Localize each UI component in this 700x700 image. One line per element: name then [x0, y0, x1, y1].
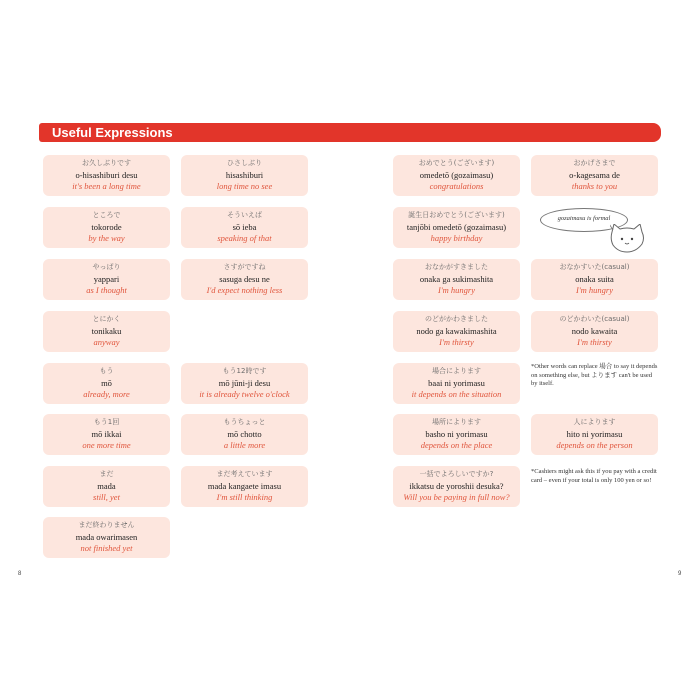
english-text: I'm hungry	[576, 285, 613, 295]
romaji-text: mada	[97, 481, 116, 491]
phrase-card	[43, 207, 170, 248]
english-text: anyway	[93, 337, 120, 347]
romaji-text: mada kangaete imasu	[207, 481, 282, 491]
japanese-text: おめでとう(ございます)	[418, 159, 495, 167]
phrase-card	[181, 207, 308, 248]
english-text: I'd expect nothing less	[206, 285, 283, 295]
romaji-text: onaka suita	[575, 274, 614, 284]
japanese-text: おかげさまで	[573, 159, 616, 167]
japanese-text: ところで	[92, 211, 121, 219]
phrase-card	[43, 466, 170, 507]
phrase-card	[43, 155, 170, 196]
footnote-cashier: *Cashiers might ask this if you pay with a credit card – even if your total is only 100 yen or so!	[531, 468, 657, 484]
english-text: depends on the place	[420, 440, 493, 450]
phrase-card	[181, 155, 308, 196]
romaji-text: hisashiburi	[225, 170, 264, 180]
phrase-card	[43, 259, 170, 300]
page-number-left: 8	[18, 571, 22, 577]
english-text: long time no see	[216, 181, 273, 191]
english-text: happy birthday	[430, 233, 483, 243]
phrase-card	[43, 517, 170, 558]
english-text: Will you be paying in full now?	[403, 492, 510, 502]
japanese-text: おなかすいた(casual)	[559, 263, 630, 271]
phrase-card	[531, 414, 658, 455]
english-text: by the way	[88, 233, 125, 243]
phrase-card	[531, 311, 658, 352]
romaji-text: mō chotto	[227, 429, 262, 439]
bubble-text: gozaimasu is formal	[557, 215, 611, 222]
japanese-text: もうちょっと	[223, 418, 266, 426]
phrase-card	[181, 414, 308, 455]
english-text: as I thought	[86, 285, 127, 295]
footnote-depends: *Other words can replace 場合 to say it depends on something else, but よります can't be used by itself.	[531, 363, 658, 387]
english-text: I'm still thinking	[216, 492, 273, 502]
japanese-text: 場合によります	[432, 367, 481, 375]
english-text: depends on the person	[556, 440, 633, 450]
japanese-text: とにかく	[92, 315, 121, 323]
phrase-card	[181, 466, 308, 507]
romaji-text: mō jūni-ji desu	[218, 378, 271, 388]
japanese-text: おなかがすきました	[425, 263, 488, 271]
phrase-card	[393, 414, 520, 455]
phrase-card	[531, 155, 658, 196]
phrase-card	[393, 155, 520, 196]
romaji-text: mō	[101, 378, 112, 388]
cat-icon	[610, 224, 646, 254]
romaji-text: basho ni yorimasu	[425, 429, 488, 439]
japanese-text: やっぱり	[92, 263, 121, 271]
english-text: I'm hungry	[438, 285, 475, 295]
romaji-text: o-hisashiburi desu	[75, 170, 138, 180]
english-text: speaking of that	[217, 233, 272, 243]
english-text: a little more	[223, 440, 266, 450]
japanese-text: まだ	[99, 470, 114, 478]
english-text: congratulations	[429, 181, 484, 191]
romaji-text: omedetō (gozaimasu)	[419, 170, 494, 180]
japanese-text: もう1回	[93, 418, 120, 426]
phrase-card	[181, 259, 308, 300]
japanese-text: お久しぶりです	[82, 159, 131, 167]
japanese-text: さすがですね	[223, 263, 266, 271]
english-text: already, more	[83, 389, 130, 399]
japanese-text: のどかわいた(casual)	[559, 315, 630, 323]
japanese-text: 人によります	[573, 418, 616, 426]
japanese-text: のどがかわきました	[425, 315, 488, 323]
english-text: I'm thirsty	[439, 337, 474, 347]
romaji-text: ikkatsu de yoroshii desuka?	[409, 481, 504, 491]
english-text: one more time	[82, 440, 131, 450]
romaji-text: yappari	[93, 274, 120, 284]
romaji-text: mō ikkai	[91, 429, 122, 439]
section-header	[39, 123, 661, 142]
romaji-text: sō ieba	[232, 222, 257, 232]
japanese-text: まだ終わりません	[78, 521, 135, 529]
romaji-text: nodo ga kawakimashita	[416, 326, 497, 336]
romaji-text: tokorode	[91, 222, 122, 232]
japanese-text: 場所によります	[432, 418, 481, 426]
romaji-text: sasuga desu ne	[219, 274, 270, 284]
romaji-text: nodo kawaita	[571, 326, 618, 336]
romaji-text: tanjōbi omedetō (gozaimasu)	[406, 222, 507, 232]
phrase-card	[43, 414, 170, 455]
romaji-text: onaka ga sukimashita	[419, 274, 494, 284]
english-text: thanks to you	[571, 181, 618, 191]
phrase-card	[393, 207, 520, 248]
japanese-text: まだ考えています	[216, 470, 273, 478]
english-text: it is already twelve o'clock	[199, 389, 290, 399]
phrase-card	[393, 311, 520, 352]
english-text: not finished yet	[80, 543, 133, 553]
japanese-text: そういえば	[227, 211, 262, 219]
romaji-text: baai ni yorimasu	[428, 378, 485, 388]
japanese-text: もう12時です	[222, 367, 267, 375]
romaji-text: hito ni yorimasu	[566, 429, 623, 439]
japanese-text: ひさしぶり	[227, 159, 262, 167]
english-text: I'm thirsty	[577, 337, 612, 347]
english-text: it's been a long time	[72, 181, 141, 191]
phrase-card	[181, 363, 308, 404]
phrase-card	[43, 363, 170, 404]
japanese-text: 一括でよろしいですか?	[419, 470, 494, 478]
english-text: it depends on the situation	[411, 389, 502, 399]
section-title: Useful Expressions	[52, 125, 173, 140]
page-number-right: 9	[678, 571, 682, 577]
phrase-card	[531, 259, 658, 300]
romaji-text: o-kagesama de	[569, 170, 620, 180]
romaji-text: tonikaku	[91, 326, 122, 336]
phrase-card	[393, 363, 520, 404]
english-text: still, yet	[93, 492, 120, 502]
phrase-card	[393, 466, 520, 507]
romaji-text: mada owarimasen	[75, 532, 138, 542]
phrase-card	[393, 259, 520, 300]
phrase-card	[43, 311, 170, 352]
japanese-text: 誕生日おめでとう(ございます)	[408, 211, 505, 219]
japanese-text: もう	[99, 367, 114, 375]
